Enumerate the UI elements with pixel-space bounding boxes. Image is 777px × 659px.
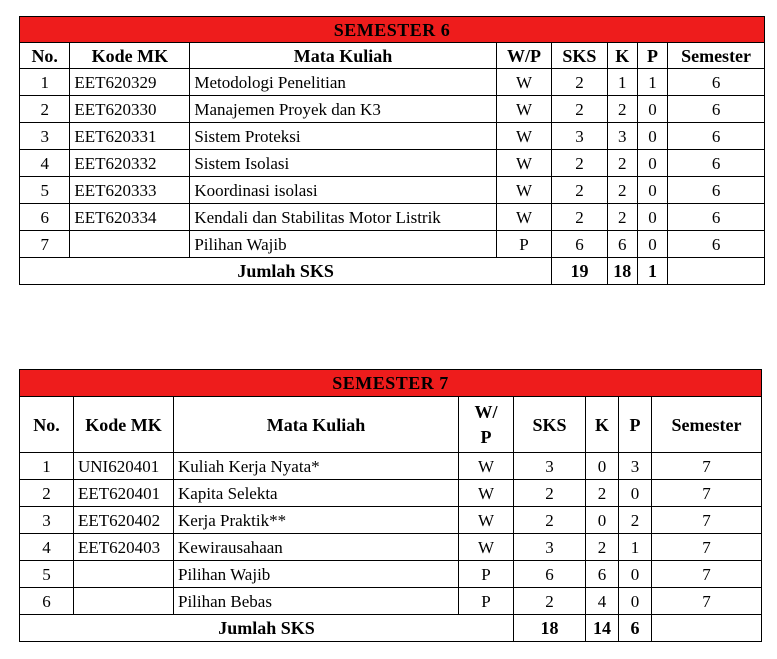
cell-k: 2 bbox=[607, 96, 637, 123]
semester-7-title: SEMESTER 7 bbox=[20, 370, 762, 397]
header-wp: W/P bbox=[496, 43, 551, 69]
total-k: 18 bbox=[607, 258, 637, 285]
cell-mata-kuliah: Koordinasi isolasi bbox=[190, 177, 496, 204]
cell-k: 4 bbox=[586, 588, 619, 615]
cell-no: 5 bbox=[20, 561, 74, 588]
cell-mata-kuliah: Sistem Isolasi bbox=[190, 150, 496, 177]
header-kode-mk: Kode MK bbox=[74, 397, 174, 453]
cell-k: 0 bbox=[586, 453, 619, 480]
total-sks: 19 bbox=[552, 258, 607, 285]
table-row bbox=[20, 150, 765, 177]
cell-k: 1 bbox=[607, 69, 637, 96]
cell-sks: 6 bbox=[514, 561, 586, 588]
cell-semester: 7 bbox=[652, 588, 762, 615]
cell-kode-mk: EET620403 bbox=[74, 534, 174, 561]
cell-semester: 6 bbox=[668, 96, 765, 123]
cell-sks: 3 bbox=[552, 123, 607, 150]
cell-semester: 6 bbox=[668, 123, 765, 150]
cell-kode-mk: EET620330 bbox=[70, 96, 190, 123]
total-p: 1 bbox=[637, 258, 667, 285]
cell-semester: 6 bbox=[668, 204, 765, 231]
table-row bbox=[20, 534, 762, 561]
cell-wp: W bbox=[459, 480, 514, 507]
cell-k: 2 bbox=[607, 150, 637, 177]
cell-p: 0 bbox=[637, 177, 667, 204]
table-row bbox=[20, 453, 762, 480]
cell-k: 2 bbox=[607, 204, 637, 231]
cell-no: 6 bbox=[20, 588, 74, 615]
cell-semester: 6 bbox=[668, 231, 765, 258]
cell-sks: 2 bbox=[514, 507, 586, 534]
cell-mata-kuliah: Metodologi Penelitian bbox=[190, 69, 496, 96]
header-kode-mk: Kode MK bbox=[70, 43, 190, 69]
cell-sks: 2 bbox=[552, 150, 607, 177]
total-label: Jumlah SKS bbox=[20, 615, 514, 642]
header-semester: Semester bbox=[668, 43, 765, 69]
cell-kode-mk: EET620334 bbox=[70, 204, 190, 231]
header-sks: SKS bbox=[514, 397, 586, 453]
header-k: K bbox=[607, 43, 637, 69]
cell-k: 2 bbox=[586, 534, 619, 561]
table-row bbox=[20, 123, 765, 150]
header-p: P bbox=[637, 43, 667, 69]
cell-p: 0 bbox=[619, 588, 652, 615]
cell-p: 2 bbox=[619, 507, 652, 534]
cell-kode-mk: EET620329 bbox=[70, 69, 190, 96]
cell-no: 5 bbox=[20, 177, 70, 204]
cell-kode-mk: EET620331 bbox=[70, 123, 190, 150]
cell-sks: 3 bbox=[514, 534, 586, 561]
cell-k: 6 bbox=[607, 231, 637, 258]
cell-no: 4 bbox=[20, 534, 74, 561]
cell-kode-mk: EET620401 bbox=[74, 480, 174, 507]
cell-wp: W bbox=[496, 96, 551, 123]
cell-sks: 2 bbox=[514, 588, 586, 615]
cell-wp: W bbox=[496, 150, 551, 177]
cell-sks: 2 bbox=[552, 96, 607, 123]
header-wp-line1: W/ bbox=[474, 402, 498, 423]
header-semester: Semester bbox=[652, 397, 762, 453]
cell-mata-kuliah: Kendali dan Stabilitas Motor Listrik bbox=[190, 204, 496, 231]
cell-wp: P bbox=[459, 561, 514, 588]
cell-wp: W bbox=[496, 69, 551, 96]
table-row bbox=[20, 204, 765, 231]
cell-no: 2 bbox=[20, 96, 70, 123]
total-k: 14 bbox=[586, 615, 619, 642]
table-row bbox=[20, 507, 762, 534]
cell-mata-kuliah: Pilihan Wajib bbox=[174, 561, 459, 588]
cell-k: 2 bbox=[586, 480, 619, 507]
header-mata-kuliah: Mata Kuliah bbox=[190, 43, 496, 69]
cell-mata-kuliah: Kuliah Kerja Nyata* bbox=[174, 453, 459, 480]
semester-6-title: SEMESTER 6 bbox=[20, 17, 765, 43]
cell-k: 2 bbox=[607, 177, 637, 204]
total-empty-cell bbox=[652, 615, 762, 642]
table-row bbox=[20, 480, 762, 507]
cell-wp: W bbox=[459, 534, 514, 561]
cell-semester: 7 bbox=[652, 453, 762, 480]
header-wp bbox=[459, 397, 514, 453]
cell-sks: 6 bbox=[552, 231, 607, 258]
cell-mata-kuliah: Sistem Proteksi bbox=[190, 123, 496, 150]
cell-no: 1 bbox=[20, 69, 70, 96]
table-row bbox=[20, 69, 765, 96]
cell-wp: W bbox=[496, 123, 551, 150]
cell-wp: W bbox=[496, 204, 551, 231]
cell-sks: 2 bbox=[552, 177, 607, 204]
cell-semester: 7 bbox=[652, 507, 762, 534]
cell-kode-mk: UNI620401 bbox=[74, 453, 174, 480]
cell-no: 2 bbox=[20, 480, 74, 507]
cell-kode-mk bbox=[74, 561, 174, 588]
total-empty-cell bbox=[668, 258, 765, 285]
cell-p: 1 bbox=[637, 69, 667, 96]
cell-semester: 6 bbox=[668, 150, 765, 177]
header-k: K bbox=[586, 397, 619, 453]
cell-mata-kuliah: Kerja Praktik** bbox=[174, 507, 459, 534]
cell-p: 0 bbox=[637, 123, 667, 150]
semester-7-table bbox=[19, 369, 762, 642]
cell-wp: P bbox=[459, 588, 514, 615]
cell-semester: 6 bbox=[668, 69, 765, 96]
cell-p: 0 bbox=[637, 96, 667, 123]
cell-kode-mk: EET620332 bbox=[70, 150, 190, 177]
cell-mata-kuliah: Kapita Selekta bbox=[174, 480, 459, 507]
cell-no: 4 bbox=[20, 150, 70, 177]
cell-sks: 2 bbox=[514, 480, 586, 507]
cell-semester: 7 bbox=[652, 534, 762, 561]
cell-mata-kuliah: Pilihan Bebas bbox=[174, 588, 459, 615]
cell-p: 3 bbox=[619, 453, 652, 480]
cell-no: 1 bbox=[20, 453, 74, 480]
cell-no: 7 bbox=[20, 231, 70, 258]
cell-no: 3 bbox=[20, 507, 74, 534]
cell-k: 3 bbox=[607, 123, 637, 150]
table-row bbox=[20, 588, 762, 615]
cell-p: 0 bbox=[637, 150, 667, 177]
header-p: P bbox=[619, 397, 652, 453]
cell-wp: W bbox=[496, 177, 551, 204]
cell-mata-kuliah: Kewirausahaan bbox=[174, 534, 459, 561]
cell-wp: W bbox=[459, 453, 514, 480]
cell-no: 6 bbox=[20, 204, 70, 231]
cell-mata-kuliah: Pilihan Wajib bbox=[190, 231, 496, 258]
cell-p: 0 bbox=[619, 561, 652, 588]
header-mata-kuliah: Mata Kuliah bbox=[174, 397, 459, 453]
cell-kode-mk bbox=[74, 588, 174, 615]
total-p: 6 bbox=[619, 615, 652, 642]
cell-wp: W bbox=[459, 507, 514, 534]
cell-sks: 2 bbox=[552, 204, 607, 231]
table-row bbox=[20, 561, 762, 588]
cell-mata-kuliah: Manajemen Proyek dan K3 bbox=[190, 96, 496, 123]
table-row bbox=[20, 177, 765, 204]
cell-sks: 2 bbox=[552, 69, 607, 96]
cell-kode-mk bbox=[70, 231, 190, 258]
cell-semester: 6 bbox=[668, 177, 765, 204]
cell-no: 3 bbox=[20, 123, 70, 150]
cell-p: 1 bbox=[619, 534, 652, 561]
total-label: Jumlah SKS bbox=[20, 258, 552, 285]
cell-k: 0 bbox=[586, 507, 619, 534]
header-wp-line2: P bbox=[480, 426, 492, 447]
cell-wp: P bbox=[496, 231, 551, 258]
cell-k: 6 bbox=[586, 561, 619, 588]
cell-kode-mk: EET620333 bbox=[70, 177, 190, 204]
table-row bbox=[20, 231, 765, 258]
header-sks: SKS bbox=[552, 43, 607, 69]
cell-p: 0 bbox=[619, 480, 652, 507]
cell-kode-mk: EET620402 bbox=[74, 507, 174, 534]
cell-semester: 7 bbox=[652, 480, 762, 507]
cell-semester: 7 bbox=[652, 561, 762, 588]
total-sks: 18 bbox=[514, 615, 586, 642]
header-no: No. bbox=[20, 43, 70, 69]
cell-p: 0 bbox=[637, 204, 667, 231]
cell-sks: 3 bbox=[514, 453, 586, 480]
table-row bbox=[20, 96, 765, 123]
header-no: No. bbox=[20, 397, 74, 453]
cell-p: 0 bbox=[637, 231, 667, 258]
semester-6-table bbox=[19, 16, 765, 285]
